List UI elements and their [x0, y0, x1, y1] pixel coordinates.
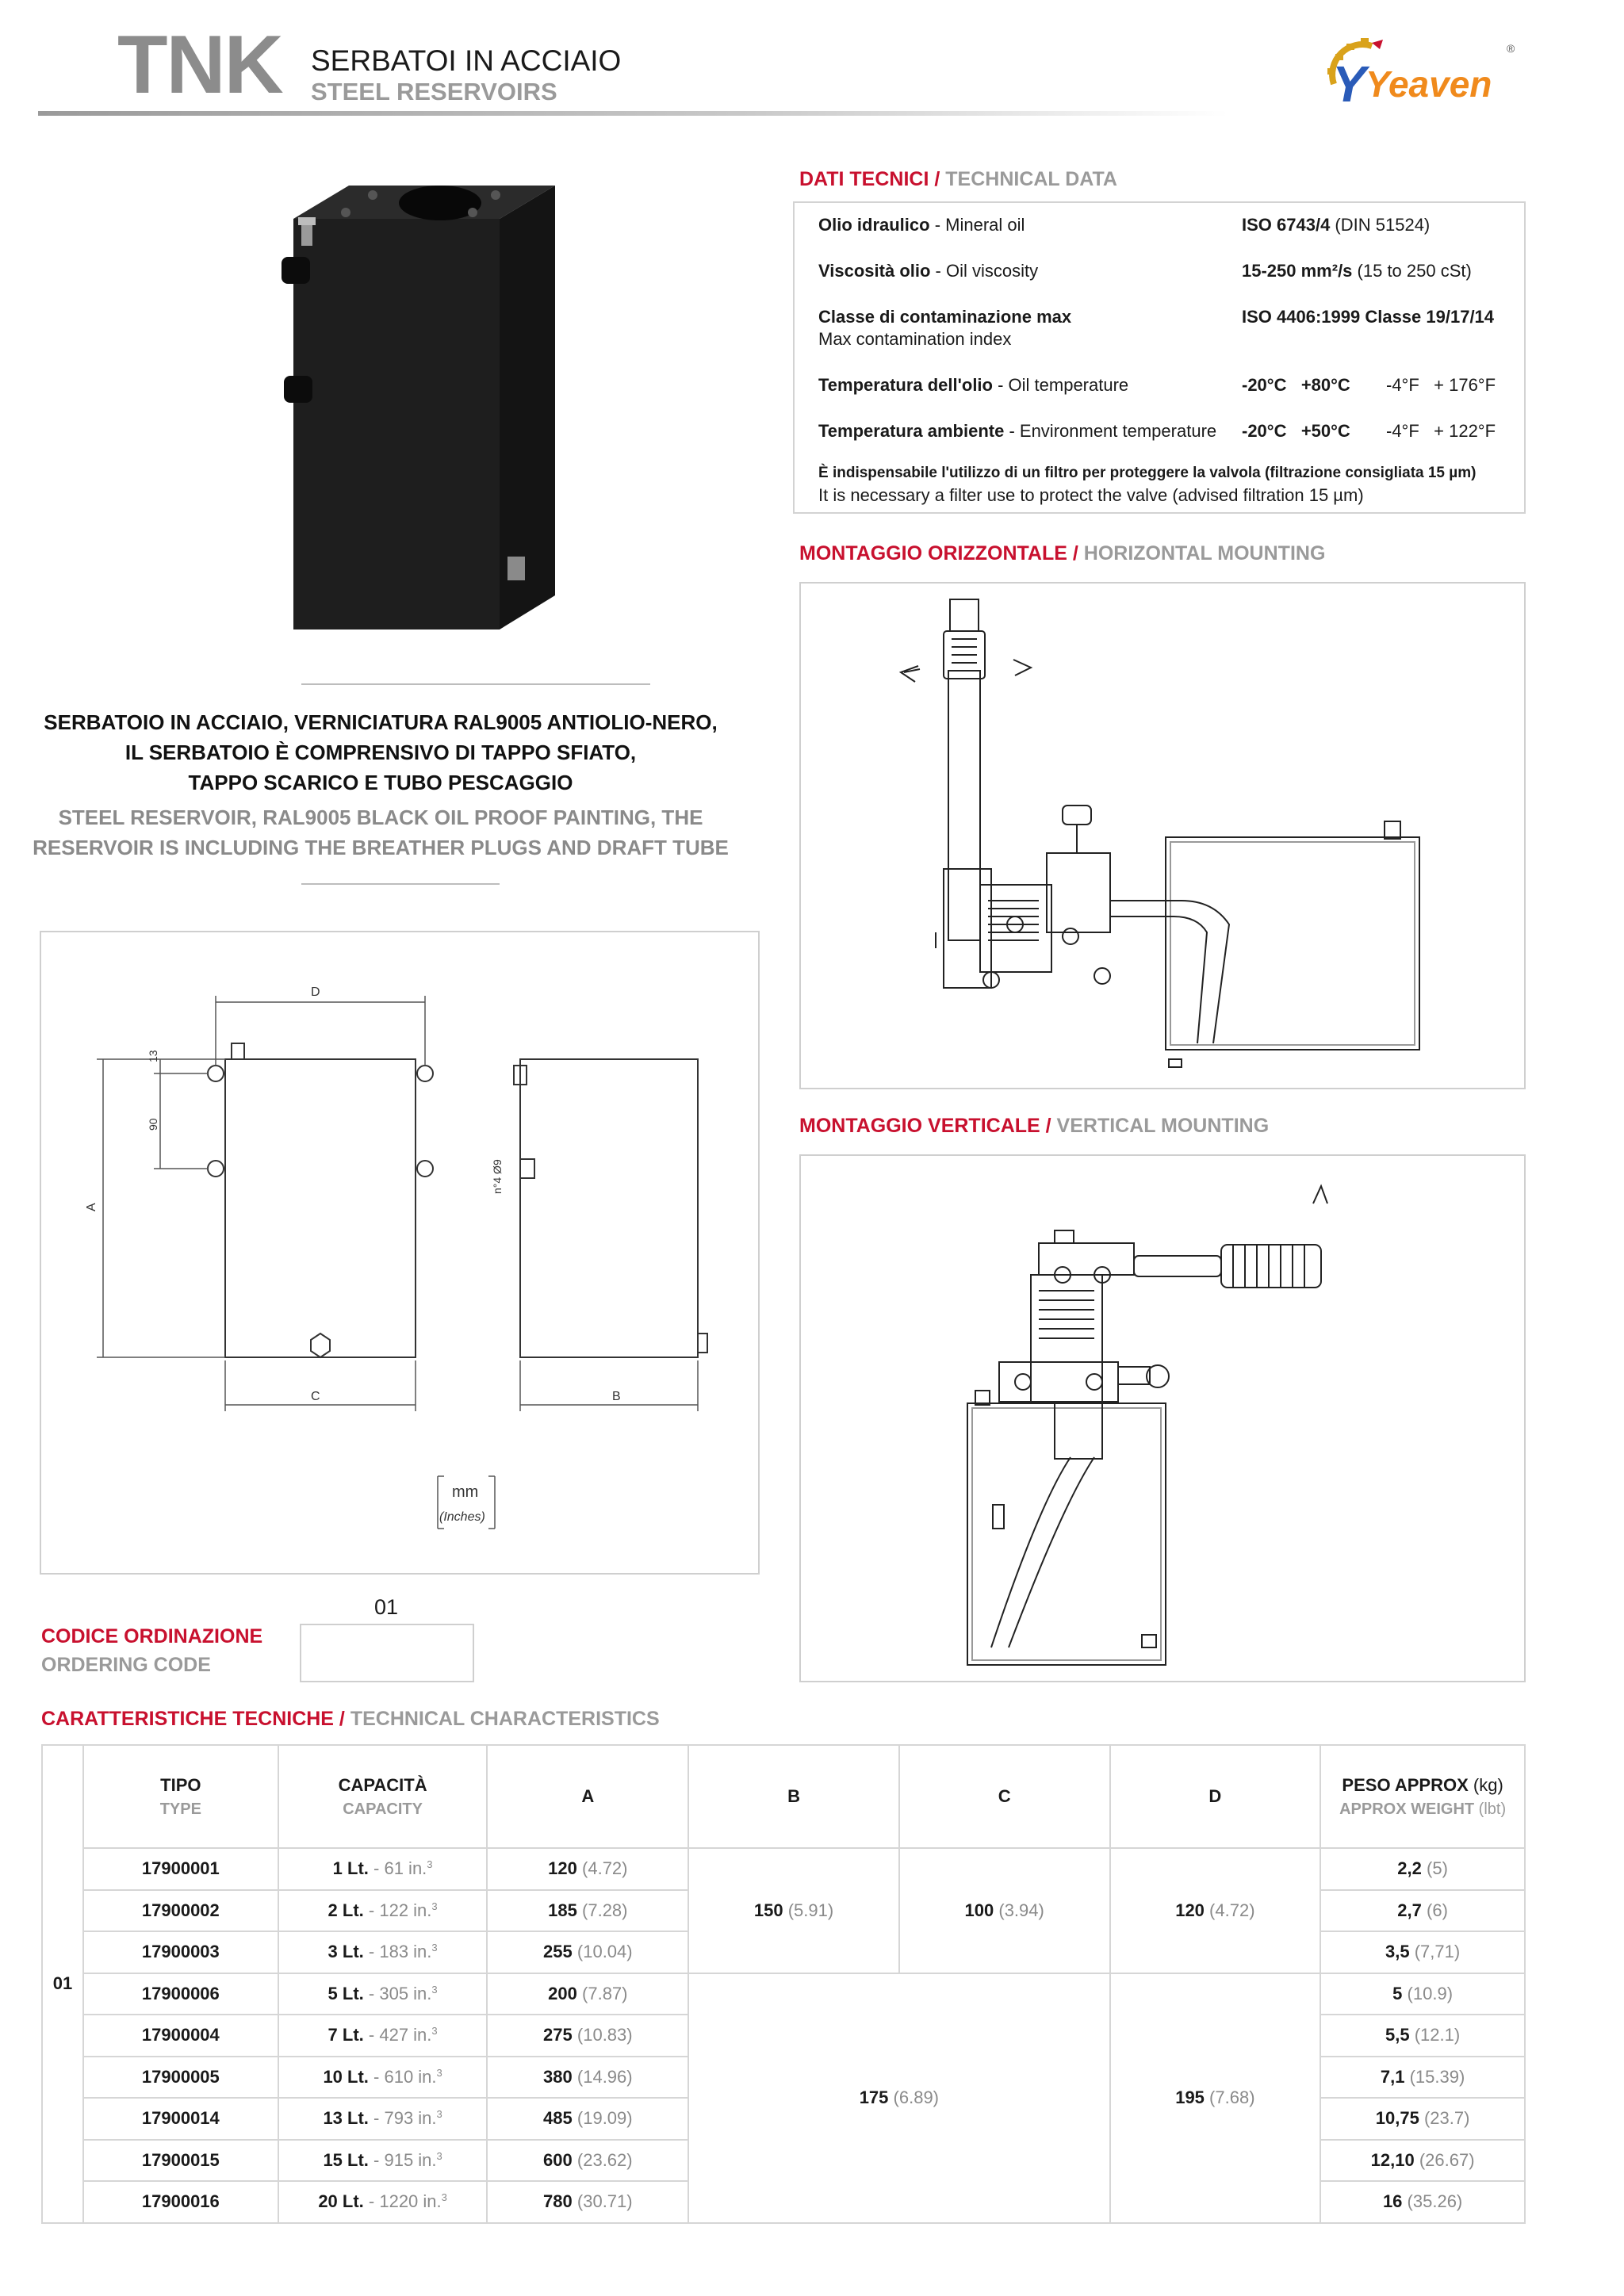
col-b: B — [688, 1745, 899, 1848]
tech-row-env-temp: Temperatura ambiente - Environment temperature — [818, 421, 1217, 441]
col-type: TIPO TYPE — [83, 1745, 278, 1848]
vertical-mounting-title: MONTAGGIO VERTICALE / VERTICAL MOUNTING — [799, 1115, 1270, 1137]
dim-label-d: D — [311, 985, 320, 999]
table-row: 17900001 1 Lt. - 61 in.$^3$ 120 (4.72) 150 (5.91) 100 (3.94) 120 (4.72) 2,2 (5) — [42, 1848, 1525, 1890]
table-header-row — [42, 1745, 1525, 1848]
yeaven-logo — [1316, 29, 1522, 116]
ordering-title-it: CODICE ORDINAZIONE — [41, 1625, 263, 1647]
tech-row-oil-temp: Temperatura dell'olio - Oil temperature — [818, 375, 1129, 395]
filter-note-it: È indispensabile l'utilizzo di un filtro per proteggere la valvola (filtrazione consigliata 15 µm) — [818, 465, 1477, 481]
group2-d: 195 (7.68) — [1110, 1973, 1321, 2223]
dimension-drawing — [41, 932, 758, 1573]
tech-value-oil-temp: -20°C +80°C — [1242, 375, 1350, 395]
tech-value-oil: ISO 6743/4 (DIN 51524) — [1242, 215, 1431, 235]
ordering-number: 01 — [374, 1595, 399, 1619]
group2-bc: 175 (6.89) — [688, 1973, 1109, 2223]
tech-value-viscosity: 15-250 mm²/s (15 to 250 cSt) — [1242, 261, 1472, 281]
group-label: 01 — [42, 1745, 83, 2223]
horizontal-mounting-drawing — [801, 584, 1524, 1088]
dim-label-c: C — [311, 1390, 320, 1403]
description-rule-bottom — [301, 883, 500, 885]
reservoir-photo — [238, 171, 587, 639]
col-d: D — [1110, 1745, 1321, 1848]
table-row: 17900003 3 Lt. - 183 in.$^3$ 255 (10.04) 3,5 (7,71) — [42, 1931, 1525, 1973]
filter-note-en: It is necessary a filter use to protect the valve (advised filtration 15 µm) — [818, 485, 1364, 505]
table-row: 17900002 2 Lt. - 122 in.$^3$ 185 (7.28) 2,7 (6) — [42, 1890, 1525, 1932]
table-row: 17900016 20 Lt. - 1220 in.$^3$ 780 (30.71) 16 (35.26) — [42, 2181, 1525, 2223]
col-c: C — [899, 1745, 1110, 1848]
horizontal-mounting-frame — [799, 582, 1526, 1089]
series-code: TNK — [117, 19, 282, 111]
description-it: SERBATOIO IN ACCIAIO, VERNICIATURA RAL9005 ANTIOLIO-NERO, IL SERBATOIO È COMPRENSIVO DI TAPPO SFIATO, TAPPO SCARICO E TUBO PESCAGGIO — [44, 710, 718, 794]
page-title-en: STEEL RESERVOIRS — [311, 78, 557, 105]
tech-row-contamination: Classe di contaminazione max Max contamination index — [818, 307, 1072, 349]
tech-row-viscosity: Viscosità olio - Oil viscosity — [818, 261, 1039, 281]
characteristics-title: CARATTERISTICHE TECNICHE / TECHNICAL CHARACTERISTICS — [41, 1708, 660, 1730]
tech-value-env-temp: -20°C +50°C — [1242, 421, 1350, 441]
col-a: A — [487, 1745, 688, 1848]
tech-value-oil-temp-f: -4°F + 176°F — [1386, 375, 1496, 395]
units-mm: mm — [452, 1483, 479, 1501]
table-row: 17900006 5 Lt. - 305 in.$^3$ 200 (7.87) 175 (6.89) 195 (7.68) 5 (10.9) — [42, 1973, 1525, 2015]
logo-wordmark: Yeaven — [1365, 63, 1492, 105]
svg-text:Y: Y — [1332, 55, 1366, 113]
table-row: 17900014 13 Lt. - 793 in.$^3$ 485 (19.09) 10,75 (23.7) — [42, 2098, 1525, 2140]
vertical-mounting-drawing — [801, 1156, 1524, 1681]
table-row: 17900004 7 Lt. - 427 in.$^3$ 275 (10.83) 5,5 (12.1) — [42, 2015, 1525, 2057]
col-capacity: CAPACITÀ CAPACITY — [278, 1745, 488, 1848]
group1-c: 100 (3.94) — [899, 1848, 1110, 1973]
tech-value-contamination: ISO 4406:1999 Classe 19/17/14 — [1242, 307, 1495, 327]
page-title-it: SERBATOI IN ACCIAIO — [311, 44, 622, 77]
ordering-code-box — [300, 1624, 474, 1682]
dim-label-90: 90 — [147, 1118, 159, 1131]
group1-b: 150 (5.91) — [688, 1848, 899, 1973]
tech-row-oil: Olio idraulico - Mineral oil — [818, 215, 1025, 235]
header-rule — [38, 111, 1228, 116]
dim-label-a: A — [85, 1203, 98, 1211]
table-row: 17900005 10 Lt. - 610 in.$^3$ 380 (14.96) 7,1 (15.39) — [42, 2057, 1525, 2099]
logo-registered: ® — [1507, 42, 1515, 55]
description-en: STEEL RESERVOIR, RAL9005 BLACK OIL PROOF PAINTING, THE RESERVOIR IS INCLUDING THE BREATHER PLUGS AND DRAFT TUBE — [33, 806, 729, 859]
dim-label-b: B — [612, 1390, 621, 1403]
units-inches: (Inches) — [439, 1510, 485, 1524]
dim-label-13: 13 — [147, 1050, 159, 1062]
horizontal-mounting-title: MONTAGGIO ORIZZONTALE / HORIZONTAL MOUNTING — [799, 542, 1326, 564]
vertical-mounting-frame — [799, 1154, 1526, 1682]
table-row: 17900015 15 Lt. - 915 in.$^3$ 600 (23.62) 12,10 (26.67) — [42, 2140, 1525, 2182]
characteristics-table — [41, 1744, 1526, 2224]
dim-label-holes: n°4 Ø9 — [491, 1159, 504, 1194]
col-weight: PESO APPROX (kg) APPROX WEIGHT (lbt) — [1320, 1745, 1525, 1848]
tech-data-title: DATI TECNICI / TECHNICAL DATA — [799, 168, 1117, 190]
dimension-drawing-frame — [40, 931, 760, 1575]
tech-value-env-temp-f: -4°F + 122°F — [1386, 421, 1496, 441]
description-rule-top — [301, 683, 650, 685]
group1-d: 120 (4.72) — [1110, 1848, 1321, 1973]
tech-data-box — [793, 201, 1526, 514]
ordering-title-en: ORDERING CODE — [41, 1654, 211, 1676]
